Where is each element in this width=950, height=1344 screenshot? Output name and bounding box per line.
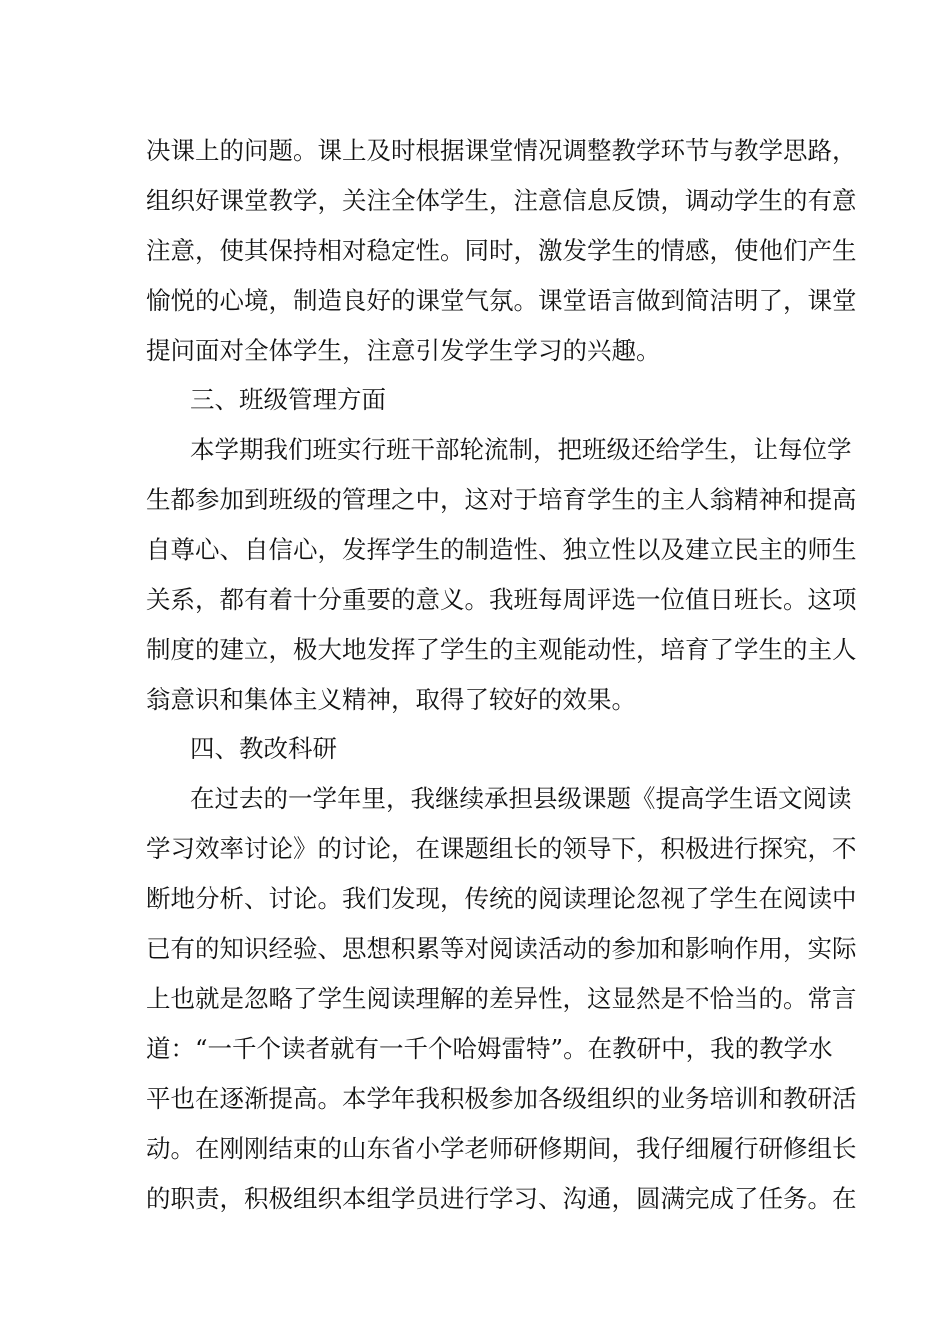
paragraph-line: 组 织 好 课 堂 教 学 ， 关 注 全 体 学 生 ， 注 意 信 息 反 馈 ， 调 动 学 生 的 有 意: [146, 186, 857, 215]
paragraph-line: 制 度 的 建 立 ， 极 大 地 发 挥 了 学 生 的 主 观 能 动 性 ， 培 育 了 学 生 的 主 人: [146, 635, 857, 664]
paragraph-line: 愉 悦 的 心 境 ， 制 造 良 好 的 课 堂 气 氛 。 课 堂 语 言 做 到 简 洁 明 了 ， 课 堂: [146, 286, 857, 315]
paragraph-line: 断 地 分 析 、 讨 论 。 我 们 发 现 ， 传 统 的 阅 读 理 论 忽 视 了 学 生 在 阅 读 中: [146, 884, 857, 913]
paragraph-line: 本 学 期 我 们 班 实 行 班 干 部 轮 流 制 ， 把 班 级 还 给 学 生 ， 让 每 位 学: [190, 435, 852, 464]
paragraph-line: 生 都 参 加 到 班 级 的 管 理 之 中 ， 这 对 于 培 育 学 生 的 主 人 翁 精 神 和 提 高: [146, 485, 857, 514]
paragraph-line: 自 尊 心 、 自 信 心 ， 发 挥 学 生 的 制 造 性 、 独 立 性 以 及 建 立 民 主 的 师 生: [146, 535, 857, 564]
paragraph-line: 的 职 责 ， 积 极 组 织 本 组 学 员 进 行 学 习 、 沟 通 ， 圆 满 完 成 了 任 务 。 在: [146, 1184, 857, 1213]
paragraph-line: 关 系 ， 都 有 着 十 分 重 要 的 意 义 。 我 班 每 周 评 选 一 位 值 日 班 长 。 这 项: [146, 585, 857, 614]
paragraph-line: 动 。 在 刚 刚 结 束 的 山 东 省 小 学 老 师 研 修 期 间 ， 我 仔 细 履 行 研 修 组 长: [146, 1134, 857, 1163]
section-heading: 三、班级管理方面: [190, 385, 386, 414]
section-heading: 四、教改科研: [190, 734, 337, 763]
paragraph-line: 注 意 ， 使 其 保 持 相 对 稳 定 性 。 同 时 ， 激 发 学 生 的 情 感 ， 使 他 们 产 生: [146, 236, 857, 265]
paragraph-line: 学 习 效 率 讨 论 》 的 讨 论 ， 在 课 题 组 长 的 领 导 下 ， 积 极 进 行 探 究 ， 不: [146, 834, 857, 863]
paragraph-line: 平 也 在 逐 渐 提 高 。 本 学 年 我 积 极 参 加 各 级 组 织 的 业 务 培 训 和 教 研 活: [146, 1084, 857, 1113]
paragraph-line: 已 有 的 知 识 经 验 、 思 想 积 累 等 对 阅 读 活 动 的 参 加 和 影 响 作 用 ， 实 际: [146, 934, 857, 963]
paragraph-line: 在 过 去 的 一 学 年 里 ， 我 继 续 承 担 县 级 课 题 《 提 高 学 生 语 文 阅 读: [190, 784, 852, 813]
paragraph-line: 提问面对全体学生，注意引发学生学习的兴趣。: [146, 336, 661, 365]
paragraph-line: 上 也 就 是 忽 略 了 学 生 阅 读 理 解 的 差 异 性 ， 这 显 然 是 不 恰 当 的 。 常 言: [146, 984, 857, 1013]
paragraph-line: 道 ： “ 一 千 个 读 者 就 有 一 千 个 哈 姆 雷 特 ” 。 在 教 研 中 ， 我 的 教 学 水: [146, 1034, 833, 1063]
paragraph-line: 翁意识和集体主义精神，取得了较好的效果。: [146, 685, 636, 714]
paragraph-line: 决 课 上 的 问 题 。 课 上 及 时 根 据 课 堂 情 况 调 整 教 学 环 节 与 教 学 思 路 ，: [146, 136, 857, 165]
